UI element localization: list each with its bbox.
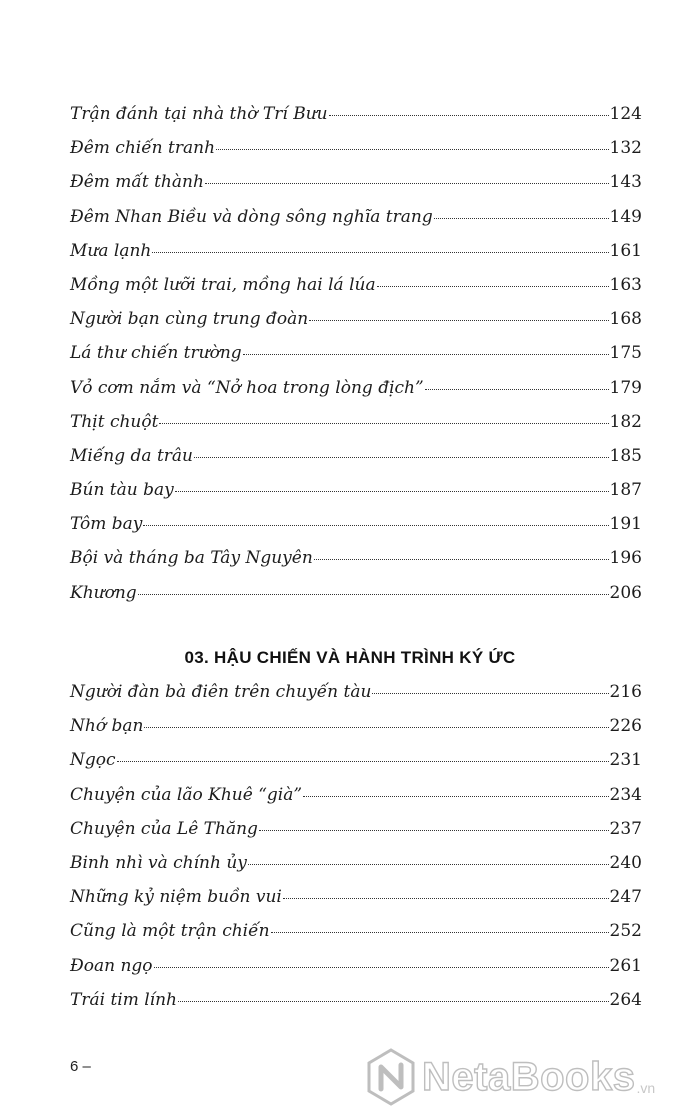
toc-entry (70, 514, 642, 548)
toc-entry (70, 785, 642, 819)
toc-dot-leader (309, 320, 608, 321)
toc-dot-leader (143, 525, 608, 526)
toc-entry (70, 172, 642, 206)
toc-entry (70, 750, 642, 784)
toc-entry-page: 161 (609, 240, 642, 261)
toc-entry-title: Mưa lạnh (70, 240, 152, 261)
toc-entry-page: 143 (609, 172, 642, 193)
toc-entry-title: Trái tim lính (70, 989, 178, 1010)
toc-dot-leader (138, 594, 609, 595)
toc-entry-page: 185 (609, 445, 642, 466)
toc-entry-title: Tôm bay (70, 514, 143, 535)
toc-entry-page: 187 (609, 480, 642, 501)
toc-entry (70, 921, 642, 955)
toc-entry-page: 149 (609, 206, 642, 227)
toc-entry-title: Đêm chiến tranh (70, 138, 216, 159)
section-heading: 03. HẬU CHIẾN VÀ HÀNH TRÌNH KÝ ỨC (184, 648, 516, 667)
toc-dot-leader (283, 898, 609, 899)
toc-entry-page: 206 (609, 582, 642, 603)
toc-dot-leader (372, 693, 608, 694)
toc-entry-title: Bội và tháng ba Tây Nguyên (70, 548, 313, 569)
toc-entry (70, 309, 642, 343)
toc-entry (70, 956, 642, 990)
toc-entry-page: 124 (609, 104, 642, 124)
toc-entry-page: 261 (609, 955, 642, 976)
toc-entry (70, 343, 642, 377)
toc-entry-title: Chuyện của Lê Thăng (70, 818, 258, 839)
toc-entry-title: Trận đánh tại nhà thờ Trí Bưu (70, 104, 328, 124)
toc-entry-page: 226 (609, 716, 642, 737)
toc-dot-leader (271, 932, 609, 933)
page-number: 6 – (70, 1058, 91, 1075)
toc-entry-title: Đêm Nhan Biều và dòng sông nghĩa trang (70, 206, 433, 227)
toc-entry (70, 548, 642, 582)
toc-list-part-2 (70, 104, 642, 617)
toc-entry-title: Những kỷ niệm buồn vui (70, 887, 282, 908)
toc-entry (70, 583, 642, 617)
toc-dot-leader (434, 218, 609, 219)
toc-entry (70, 412, 642, 446)
netabooks-logo-icon (366, 1048, 416, 1106)
toc-entry-title: Nhớ bạn (70, 716, 144, 737)
toc-entry (70, 378, 642, 412)
toc-entry-page: 240 (609, 852, 642, 873)
toc-dot-leader (248, 864, 609, 865)
netabooks-watermark (366, 1044, 700, 1110)
toc-entry-page: 163 (609, 274, 642, 295)
toc-entry (70, 480, 642, 514)
toc-entry-page: 252 (609, 921, 642, 942)
toc-entry-title: Đêm mất thành (70, 172, 204, 193)
toc-entry (70, 104, 642, 138)
toc-dot-leader (329, 115, 609, 116)
toc-dot-leader (205, 183, 609, 184)
toc-dot-leader (377, 286, 609, 287)
toc-entry-page: 168 (609, 309, 642, 330)
toc-entry-title: Đoan ngọ (70, 955, 153, 976)
toc-entry-page: 264 (609, 989, 642, 1010)
toc-entry-title: Mồng một lưỡi trai, mồng hai lá lúa (70, 274, 376, 295)
toc-list-part-3 (70, 682, 642, 1024)
toc-dot-leader (259, 830, 609, 831)
toc-entry (70, 990, 642, 1024)
toc-dot-leader (144, 727, 608, 728)
toc-dot-leader (175, 491, 609, 492)
toc-entry (70, 887, 642, 921)
toc-entry-page: 132 (609, 138, 642, 159)
toc-entry-title: Vỏ cơm nắm và “Nở hoa trong lòng địch” (70, 377, 424, 398)
toc-entry-title: Ngọc (70, 750, 116, 771)
toc-entry-title: Chuyện của lão Khuê “già” (70, 784, 303, 805)
toc-entry-title: Cũng là một trận chiến (70, 921, 270, 942)
toc-dot-leader (243, 354, 609, 355)
toc-entry-page: 231 (609, 750, 642, 771)
toc-dot-leader (159, 423, 608, 424)
toc-entry-title: Người bạn cùng trung đoàn (70, 309, 309, 330)
toc-entry-page: 196 (609, 548, 642, 569)
toc-entry (70, 241, 642, 275)
toc-dot-leader (303, 796, 609, 797)
toc-dot-leader (178, 1001, 609, 1002)
toc-entry-page: 179 (609, 377, 642, 398)
toc-entry-page: 216 (609, 682, 642, 702)
toc-entry-page: 234 (609, 784, 642, 805)
toc-dot-leader (216, 149, 609, 150)
toc-entry (70, 819, 642, 853)
toc-entry (70, 275, 642, 309)
watermark-brand: NetaBooks (422, 1055, 636, 1099)
toc-entry (70, 682, 642, 716)
toc-entry-page: 191 (609, 514, 642, 535)
toc-entry (70, 716, 642, 750)
toc-entry-title: Khương (70, 582, 137, 603)
toc-dot-leader (117, 761, 609, 762)
toc-entry-title: Miếng da trâu (70, 445, 194, 466)
toc-entry-title: Người đàn bà điên trên chuyến tàu (70, 682, 372, 702)
toc-entry (70, 853, 642, 887)
toc-entry-title: Binh nhì và chính ủy (70, 852, 247, 873)
toc-entry-title: Bún tàu bay (70, 480, 174, 501)
toc-entry (70, 207, 642, 241)
toc-entry-page: 175 (609, 343, 642, 364)
toc-entry-title: Lá thư chiến trường (70, 343, 242, 364)
toc-dot-leader (194, 457, 609, 458)
toc-entry-page: 182 (609, 411, 642, 432)
toc-dot-leader (425, 389, 609, 390)
toc-dot-leader (152, 252, 608, 253)
toc-entry-page: 237 (609, 818, 642, 839)
watermark-tld: .vn (636, 1080, 656, 1096)
toc-entry (70, 138, 642, 172)
toc-dot-leader (314, 559, 609, 560)
toc-entry (70, 446, 642, 480)
toc-entry-title: Thịt chuột (70, 411, 159, 432)
toc-dot-leader (154, 967, 609, 968)
toc-entry-page: 247 (609, 887, 642, 908)
